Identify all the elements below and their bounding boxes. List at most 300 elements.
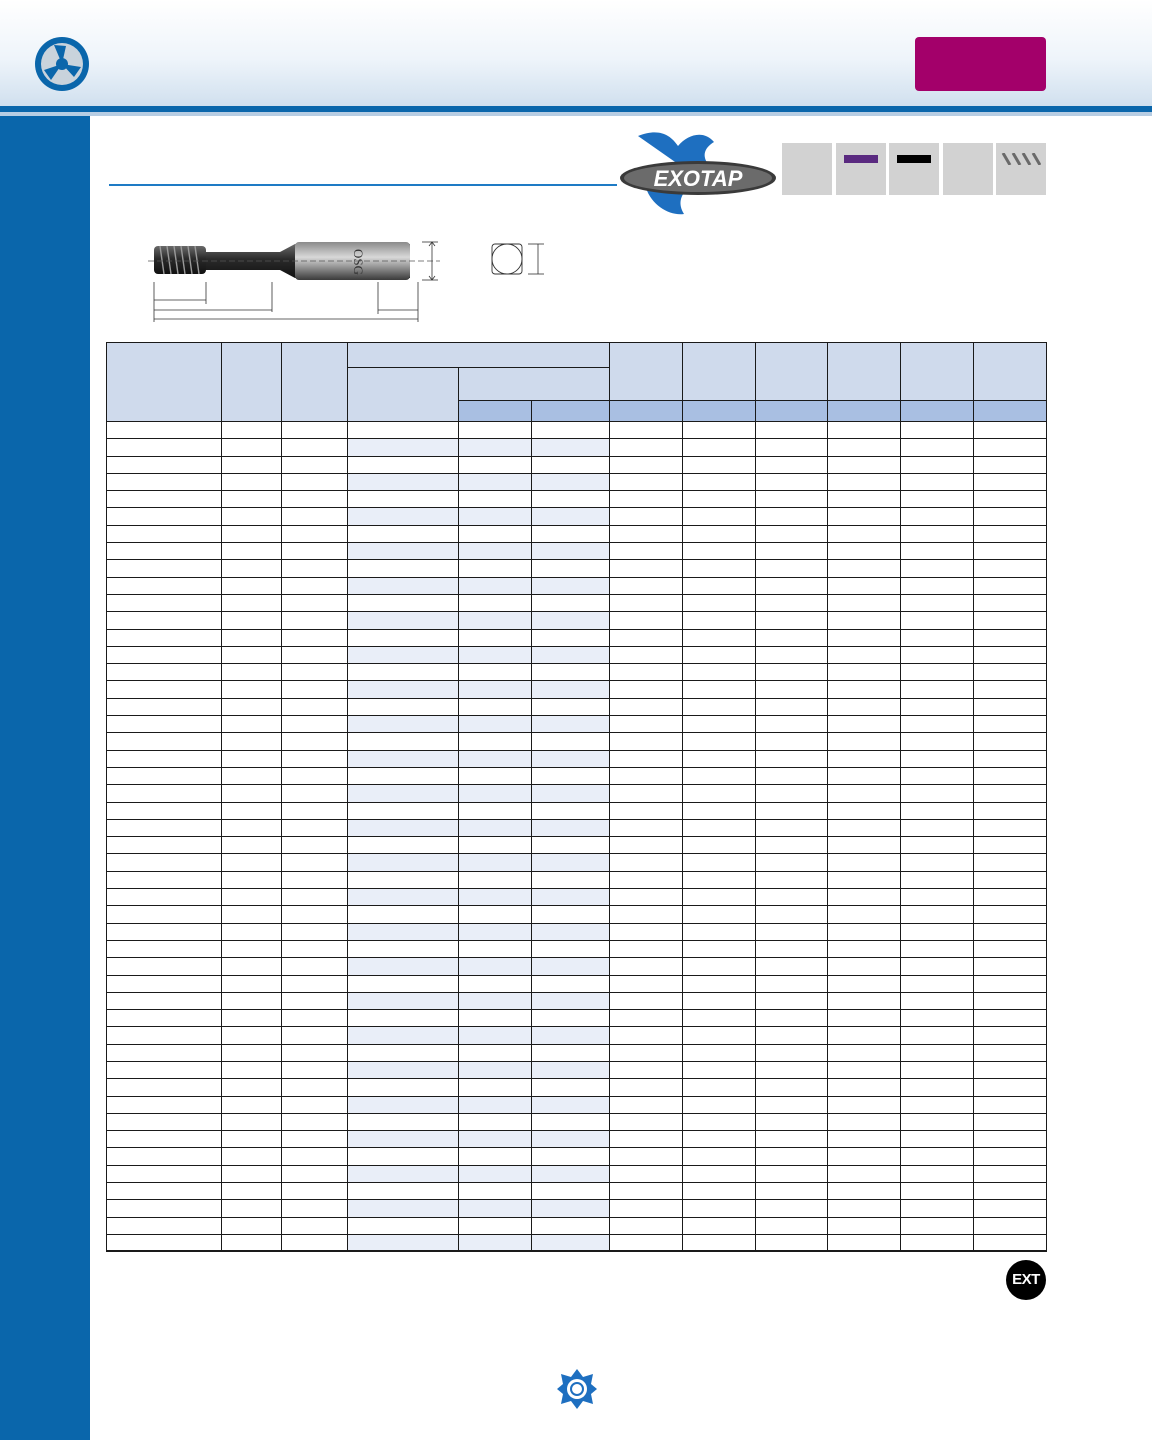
table-cell <box>532 871 610 888</box>
table-cell <box>683 698 756 715</box>
table-row <box>107 750 1047 767</box>
table-cell <box>756 733 828 750</box>
table-cell <box>282 422 348 439</box>
table-cell <box>901 802 974 819</box>
table-cell <box>756 577 828 594</box>
table-cell <box>107 1044 222 1061</box>
table-cell <box>282 716 348 733</box>
table-cell <box>532 785 610 802</box>
table-cell <box>610 422 683 439</box>
table-cell <box>222 923 282 940</box>
table-row <box>107 785 1047 802</box>
table-cell <box>282 837 348 854</box>
table-cell <box>222 422 282 439</box>
table-cell <box>610 577 683 594</box>
table-cell <box>828 819 901 836</box>
table-cell <box>828 560 901 577</box>
table-cell <box>828 1079 901 1096</box>
table-cell <box>756 750 828 767</box>
table-cell <box>222 716 282 733</box>
table-cell <box>107 439 222 456</box>
table-cell <box>610 802 683 819</box>
table-cell <box>459 819 532 836</box>
table-cell <box>756 785 828 802</box>
table-cell <box>828 612 901 629</box>
table-cell <box>107 767 222 784</box>
table-cell <box>348 837 459 854</box>
table-row <box>107 733 1047 750</box>
table-cell <box>532 750 610 767</box>
table-cell <box>683 837 756 854</box>
table-cell <box>901 1061 974 1078</box>
table-cell <box>828 422 901 439</box>
table-cell <box>683 629 756 646</box>
table-row <box>107 508 1047 525</box>
table-cell <box>901 1010 974 1027</box>
table-cell <box>459 1131 532 1148</box>
table-cell <box>532 1096 610 1113</box>
table-cell <box>756 1131 828 1148</box>
table-row <box>107 1131 1047 1148</box>
table-cell <box>222 854 282 871</box>
table-cell <box>683 819 756 836</box>
table-cell <box>282 1217 348 1234</box>
exotap-logo-text: EXOTAP <box>653 166 743 191</box>
table-cell <box>683 733 756 750</box>
table-row <box>107 992 1047 1009</box>
table-cell <box>828 525 901 542</box>
table-cell <box>348 992 459 1009</box>
table-cell <box>107 716 222 733</box>
table-cell <box>107 629 222 646</box>
table-cell <box>828 439 901 456</box>
table-cell <box>974 992 1047 1009</box>
section-tab[interactable] <box>915 37 1046 91</box>
table-cell <box>282 1061 348 1078</box>
table-cell <box>901 1027 974 1044</box>
table-cell <box>459 422 532 439</box>
table-cell <box>901 646 974 663</box>
table-cell <box>348 716 459 733</box>
table-cell <box>901 975 974 992</box>
material-box-5 <box>996 143 1046 195</box>
table-cell <box>222 940 282 957</box>
table-cell <box>683 1096 756 1113</box>
table-cell <box>610 508 683 525</box>
table-cell <box>974 802 1047 819</box>
table-cell <box>974 819 1047 836</box>
table-cell <box>348 560 459 577</box>
table-cell <box>901 785 974 802</box>
table-cell <box>756 819 828 836</box>
table-cell <box>532 889 610 906</box>
table-cell <box>828 1165 901 1182</box>
table-cell <box>459 750 532 767</box>
table-cell <box>348 1200 459 1217</box>
table-cell <box>828 1217 901 1234</box>
table-cell <box>282 992 348 1009</box>
table-cell <box>610 1061 683 1078</box>
unit-cell <box>974 401 1047 422</box>
table-cell <box>532 681 610 698</box>
table-cell <box>348 681 459 698</box>
table-cell <box>459 1113 532 1130</box>
table-cell <box>459 560 532 577</box>
table-cell <box>901 871 974 888</box>
table-cell <box>222 1148 282 1165</box>
table-cell <box>459 871 532 888</box>
table-row <box>107 439 1047 456</box>
table-cell <box>901 1079 974 1096</box>
table-cell <box>683 491 756 508</box>
table-cell <box>683 456 756 473</box>
table-cell <box>222 958 282 975</box>
table-cell <box>901 698 974 715</box>
table-cell <box>901 854 974 871</box>
table-cell <box>282 560 348 577</box>
table-cell <box>756 594 828 611</box>
table-cell <box>683 975 756 992</box>
table-row <box>107 1200 1047 1217</box>
table-cell <box>282 1079 348 1096</box>
table-cell <box>974 629 1047 646</box>
table-cell <box>459 664 532 681</box>
table-row <box>107 681 1047 698</box>
table-cell <box>683 508 756 525</box>
table-cell <box>974 958 1047 975</box>
table-cell <box>974 854 1047 871</box>
table-cell <box>974 871 1047 888</box>
table-cell <box>756 473 828 490</box>
table-cell <box>459 525 532 542</box>
table-cell <box>459 906 532 923</box>
table-cell <box>107 1165 222 1182</box>
table-cell <box>348 508 459 525</box>
unit-cell <box>901 401 974 422</box>
table-cell <box>222 508 282 525</box>
table-cell <box>974 1061 1047 1078</box>
table-cell <box>459 1010 532 1027</box>
table-cell <box>828 1096 901 1113</box>
table-cell <box>974 1096 1047 1113</box>
table-cell <box>282 767 348 784</box>
table-cell <box>610 1044 683 1061</box>
table-cell <box>459 594 532 611</box>
table-cell <box>901 681 974 698</box>
table-cell <box>683 1165 756 1182</box>
table-cell <box>222 594 282 611</box>
table-cell <box>610 681 683 698</box>
table-cell <box>756 681 828 698</box>
table-cell <box>901 716 974 733</box>
table-cell <box>974 1183 1047 1200</box>
left-sidebar <box>0 116 90 1440</box>
table-cell <box>610 664 683 681</box>
table-cell <box>222 871 282 888</box>
table-row <box>107 629 1047 646</box>
table-row <box>107 975 1047 992</box>
table-cell <box>532 733 610 750</box>
table-cell <box>107 975 222 992</box>
table-cell <box>282 889 348 906</box>
table-cell <box>756 612 828 629</box>
table-cell <box>901 456 974 473</box>
table-cell <box>974 1148 1047 1165</box>
table-cell <box>974 1113 1047 1130</box>
table-cell <box>974 422 1047 439</box>
table-row <box>107 525 1047 542</box>
table-row <box>107 871 1047 888</box>
table-cell <box>828 1183 901 1200</box>
table-cell <box>683 560 756 577</box>
table-cell <box>756 439 828 456</box>
table-cell <box>828 664 901 681</box>
table-cell <box>828 1113 901 1130</box>
table-cell <box>974 975 1047 992</box>
table-cell <box>974 716 1047 733</box>
table-cell <box>901 750 974 767</box>
table-cell <box>974 767 1047 784</box>
material-bar-purple <box>844 155 878 163</box>
table-cell <box>828 646 901 663</box>
table-cell <box>974 664 1047 681</box>
unit-cell <box>683 401 756 422</box>
table-cell <box>222 491 282 508</box>
table-cell <box>348 1010 459 1027</box>
table-cell <box>828 473 901 490</box>
table-cell <box>610 1165 683 1182</box>
table-cell <box>222 1096 282 1113</box>
table-cell <box>683 1027 756 1044</box>
table-cell <box>459 889 532 906</box>
table-cell <box>683 543 756 560</box>
table-cell <box>683 525 756 542</box>
header-cell <box>348 368 459 422</box>
table-cell <box>683 473 756 490</box>
table-cell <box>974 940 1047 957</box>
table-cell <box>756 854 828 871</box>
table-cell <box>756 1061 828 1078</box>
table-cell <box>683 958 756 975</box>
table-cell <box>222 733 282 750</box>
table-cell <box>683 1217 756 1234</box>
table-cell <box>828 508 901 525</box>
table-cell <box>756 422 828 439</box>
table-cell <box>610 975 683 992</box>
table-cell <box>459 577 532 594</box>
table-cell <box>222 1200 282 1217</box>
header-rule-light <box>0 112 1152 116</box>
table-cell <box>683 1200 756 1217</box>
table-cell <box>828 837 901 854</box>
table-cell <box>348 1044 459 1061</box>
table-row <box>107 802 1047 819</box>
table-cell <box>683 992 756 1009</box>
table-cell <box>901 1217 974 1234</box>
table-cell <box>532 837 610 854</box>
table-cell <box>107 543 222 560</box>
table-cell <box>532 819 610 836</box>
table-cell <box>348 767 459 784</box>
table-cell <box>756 1010 828 1027</box>
table-cell <box>756 525 828 542</box>
table-cell <box>348 975 459 992</box>
table-row <box>107 1165 1047 1182</box>
table-cell <box>610 543 683 560</box>
table-cell <box>610 629 683 646</box>
table-cell <box>459 802 532 819</box>
table-cell <box>828 681 901 698</box>
table-cell <box>828 975 901 992</box>
gear-tri-blade-icon <box>34 36 90 92</box>
table-cell <box>610 525 683 542</box>
table-cell <box>459 1027 532 1044</box>
table-cell <box>222 819 282 836</box>
table-cell <box>974 1044 1047 1061</box>
table-cell <box>901 837 974 854</box>
table-cell <box>532 1165 610 1182</box>
table-cell <box>459 629 532 646</box>
table-cell <box>107 422 222 439</box>
table-cell <box>348 1096 459 1113</box>
table-cell <box>828 1027 901 1044</box>
table-row <box>107 612 1047 629</box>
table-cell <box>610 612 683 629</box>
table-cell <box>610 456 683 473</box>
spec-table-body <box>107 422 1047 1252</box>
table-cell <box>756 992 828 1009</box>
table-cell <box>828 785 901 802</box>
table-cell <box>348 1061 459 1078</box>
tap-drawing <box>140 232 560 328</box>
table-cell <box>683 1148 756 1165</box>
table-cell <box>222 629 282 646</box>
table-cell <box>282 1200 348 1217</box>
table-cell <box>828 698 901 715</box>
table-cell <box>532 906 610 923</box>
table-cell <box>974 473 1047 490</box>
table-cell <box>756 664 828 681</box>
table-cell <box>222 439 282 456</box>
table-cell <box>756 716 828 733</box>
table-cell <box>459 543 532 560</box>
table-cell <box>974 1079 1047 1096</box>
table-cell <box>282 1027 348 1044</box>
table-cell <box>756 1079 828 1096</box>
table-cell <box>756 491 828 508</box>
table-row <box>107 1113 1047 1130</box>
table-cell <box>532 716 610 733</box>
table-cell <box>683 802 756 819</box>
header-cell <box>828 343 901 401</box>
table-cell <box>756 837 828 854</box>
table-cell <box>107 940 222 957</box>
table-cell <box>107 681 222 698</box>
material-box-3 <box>889 143 939 195</box>
table-cell <box>901 1200 974 1217</box>
table-cell <box>282 975 348 992</box>
table-row <box>107 923 1047 940</box>
table-cell <box>756 923 828 940</box>
table-cell <box>901 422 974 439</box>
table-cell <box>901 629 974 646</box>
table-cell <box>282 940 348 957</box>
table-cell <box>282 664 348 681</box>
table-cell <box>282 508 348 525</box>
table-cell <box>459 646 532 663</box>
table-cell <box>974 1200 1047 1217</box>
table-cell <box>610 1010 683 1027</box>
table-cell <box>107 577 222 594</box>
table-cell <box>974 698 1047 715</box>
table-cell <box>610 1096 683 1113</box>
table-cell <box>756 958 828 975</box>
table-cell <box>901 889 974 906</box>
table-cell <box>532 923 610 940</box>
table-cell <box>348 439 459 456</box>
table-cell <box>610 491 683 508</box>
table-cell <box>532 439 610 456</box>
table-row <box>107 594 1047 611</box>
table-cell <box>756 1096 828 1113</box>
table-cell <box>459 508 532 525</box>
table-cell <box>222 560 282 577</box>
table-cell <box>974 1027 1047 1044</box>
table-cell <box>282 491 348 508</box>
table-cell <box>532 1148 610 1165</box>
table-cell <box>459 923 532 940</box>
table-cell <box>222 698 282 715</box>
table-cell <box>348 594 459 611</box>
table-cell <box>107 1200 222 1217</box>
table-cell <box>828 1200 901 1217</box>
table-cell <box>974 560 1047 577</box>
table-cell <box>222 1061 282 1078</box>
header-cell <box>974 343 1047 401</box>
table-cell <box>756 629 828 646</box>
table-cell <box>974 1010 1047 1027</box>
table-cell <box>282 594 348 611</box>
table-cell <box>610 1148 683 1165</box>
table-cell <box>222 837 282 854</box>
table-cell <box>901 1113 974 1130</box>
table-row <box>107 1010 1047 1027</box>
table-cell <box>610 1027 683 1044</box>
table-cell <box>974 543 1047 560</box>
table-cell <box>282 819 348 836</box>
table-cell <box>610 1079 683 1096</box>
table-cell <box>532 629 610 646</box>
table-cell <box>756 560 828 577</box>
table-cell <box>828 923 901 940</box>
table-cell <box>610 560 683 577</box>
material-box-2 <box>836 143 886 195</box>
table-cell <box>610 1217 683 1234</box>
table-cell <box>532 664 610 681</box>
table-cell <box>532 543 610 560</box>
table-cell <box>756 940 828 957</box>
table-row <box>107 1183 1047 1200</box>
table-row <box>107 1061 1047 1078</box>
table-cell <box>107 992 222 1009</box>
table-cell <box>222 1079 282 1096</box>
table-cell <box>222 543 282 560</box>
table-cell <box>683 871 756 888</box>
table-cell <box>610 785 683 802</box>
table-cell <box>222 525 282 542</box>
table-cell <box>222 681 282 698</box>
table-cell <box>282 681 348 698</box>
